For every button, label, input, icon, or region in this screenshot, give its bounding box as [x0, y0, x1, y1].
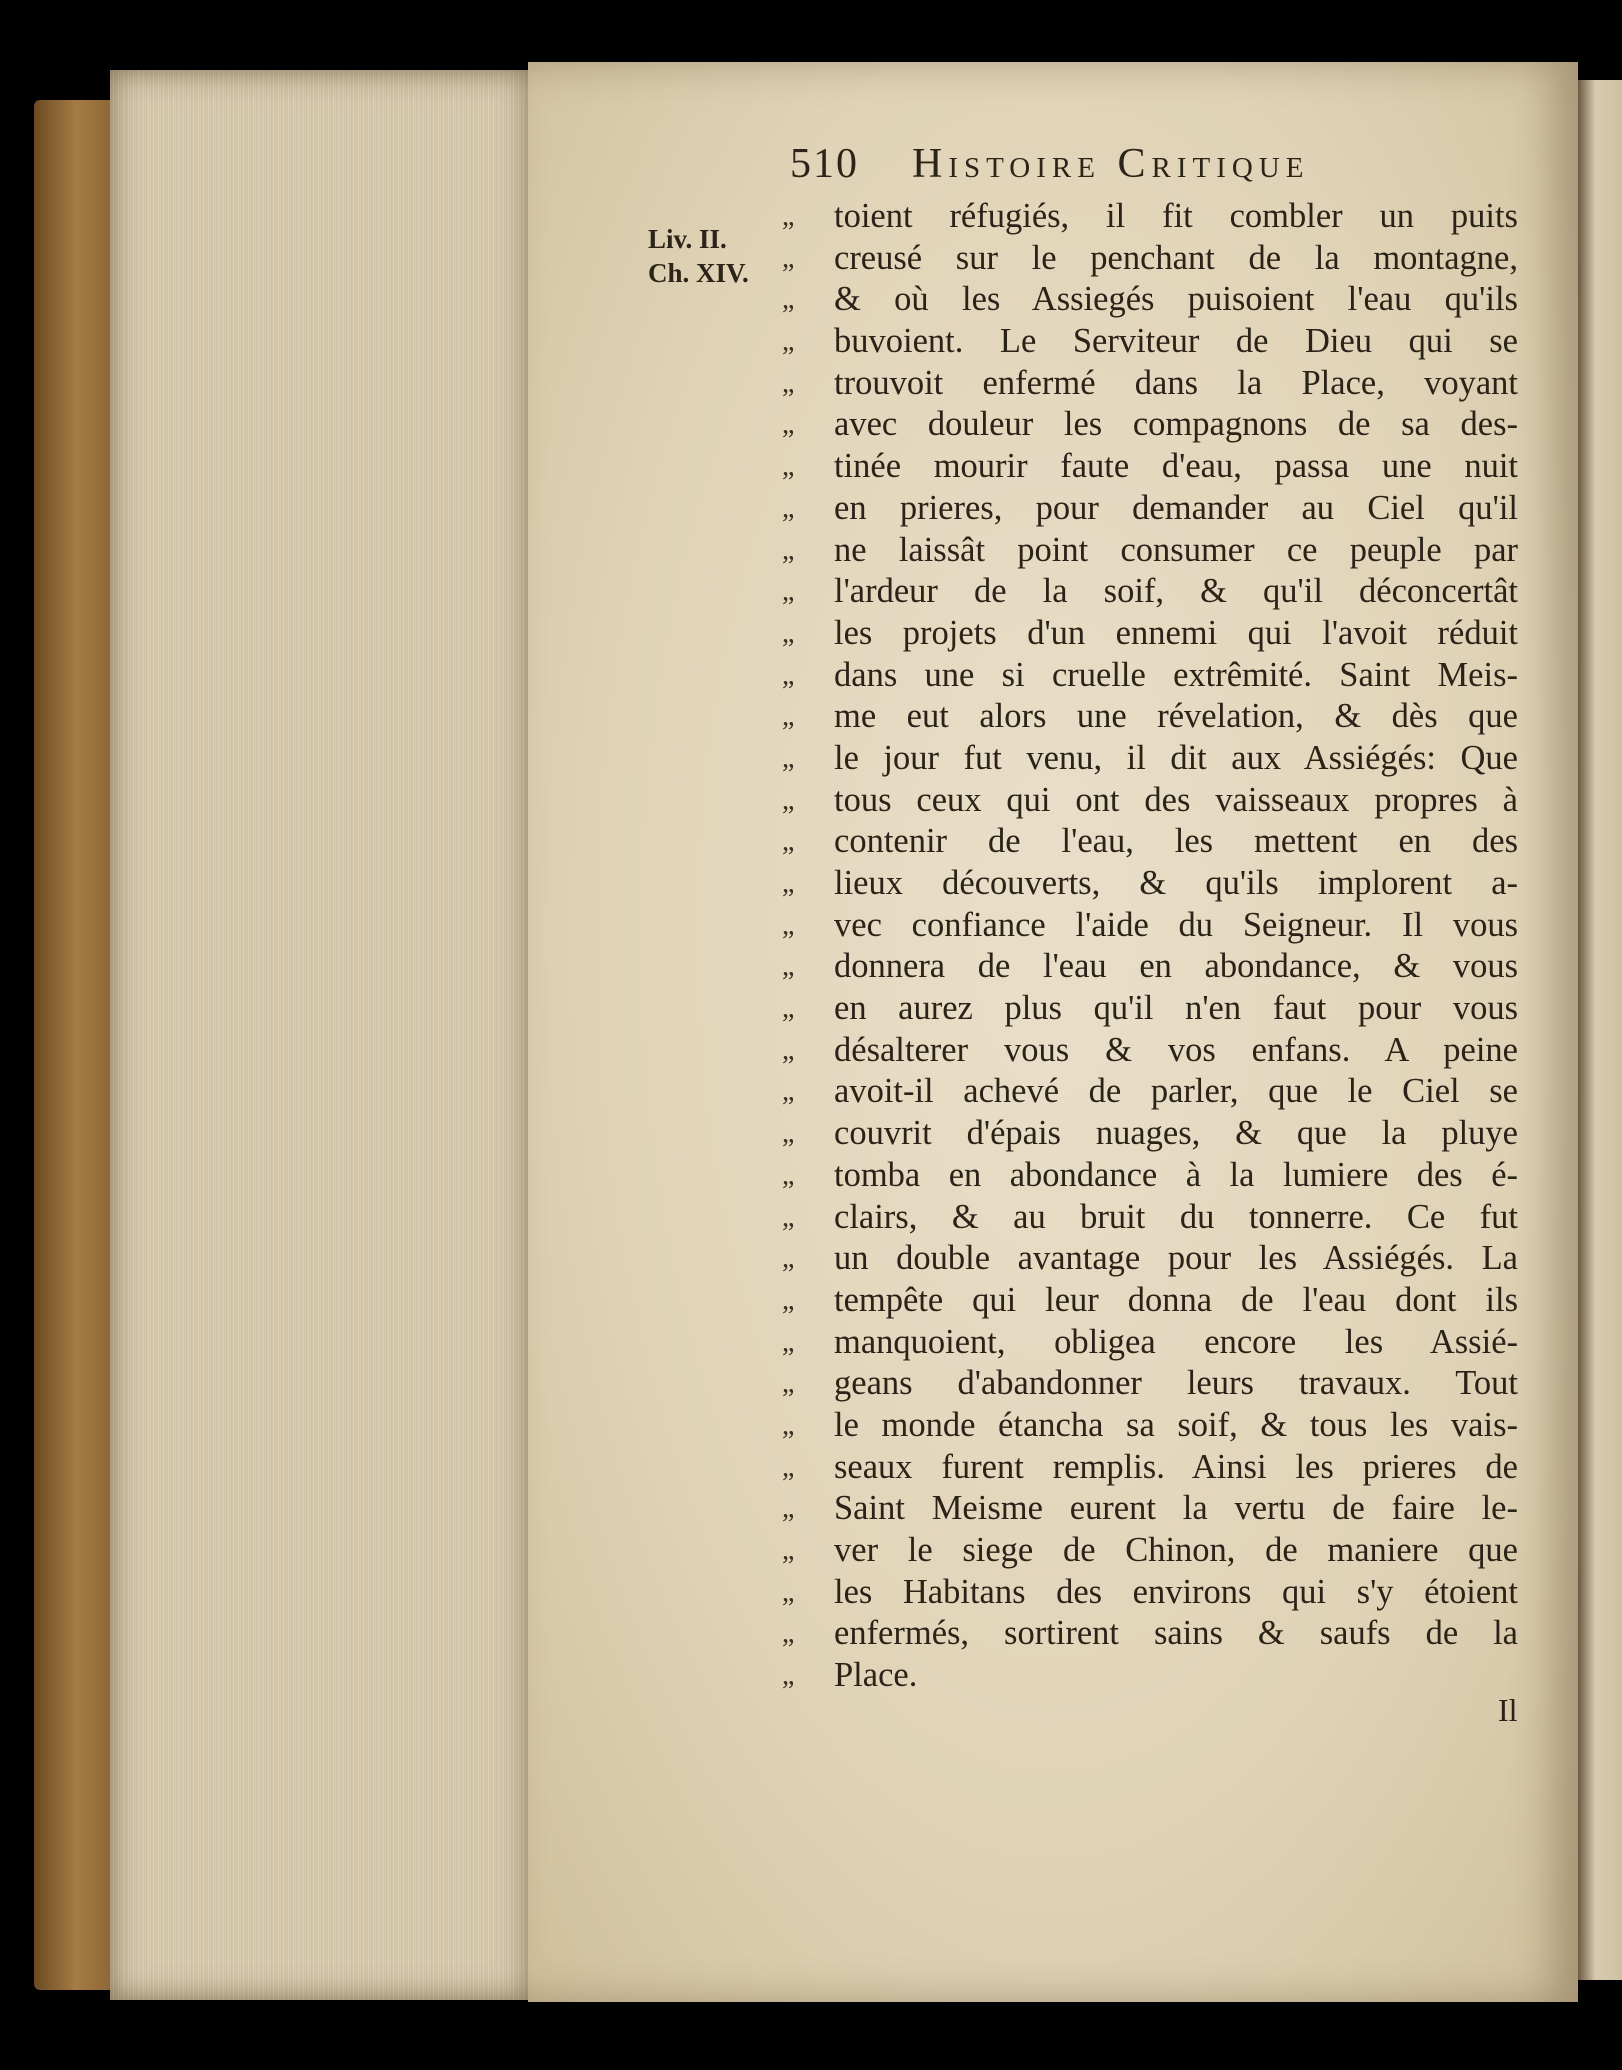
line-text: avec douleur les compagnons de sa des- [834, 405, 1518, 444]
line-text: contenir de l'eau, les mettent en des [834, 822, 1518, 861]
quote-mark: „ [782, 1660, 795, 1692]
text-line [782, 780, 1518, 822]
quote-mark: „ [782, 1576, 795, 1608]
line-text: trouvoit enfermé dans la Place, voyant [834, 363, 1518, 402]
line-text: les projets d'un ennemi qui l'avoit réduit [834, 613, 1518, 652]
quote-mark: „ [782, 492, 795, 524]
text-line [782, 905, 1518, 947]
text-line [782, 363, 1518, 405]
text-line [782, 1572, 1518, 1614]
line-text: clairs, & au bruit du tonnerre. Ce fut [834, 1197, 1518, 1236]
quote-mark: „ [782, 1451, 795, 1483]
quote-mark: „ [782, 284, 795, 316]
text-line [782, 1655, 1518, 1697]
text-line [782, 571, 1518, 613]
text-line [782, 696, 1518, 738]
line-text: manquoient, obligea encore les Assié- [834, 1322, 1518, 1361]
line-text: en prieres, pour demander au Ciel qu'il [834, 488, 1518, 527]
line-text: ne laissât point consumer ce peuple par [834, 530, 1518, 569]
line-text: Place. [834, 1656, 918, 1695]
quote-mark: „ [782, 659, 795, 691]
text-line [782, 738, 1518, 780]
text-line [782, 446, 1518, 488]
text-line [782, 655, 1518, 697]
text-line [782, 1613, 1518, 1655]
line-text: ver le siege de Chinon, de maniere que [834, 1531, 1518, 1569]
quote-mark: „ [782, 742, 795, 774]
text-line [782, 1030, 1518, 1072]
text-line [782, 988, 1518, 1030]
text-line [782, 404, 1518, 446]
line-text: le jour fut venu, il dit aux Assiégés: Que [834, 738, 1518, 777]
line-text: couvrit d'épais nuages, & que la pluye [834, 1114, 1518, 1153]
quote-mark: „ [782, 1493, 795, 1525]
text-line [782, 613, 1518, 655]
quote-mark: „ [782, 1034, 795, 1066]
line-text: Saint Meisme eurent la vertu de faire le- [834, 1489, 1518, 1528]
marginal-chapter: Ch. XIV. [648, 258, 749, 288]
text-line [782, 1405, 1518, 1447]
line-text: me eut alors une révelation, & dès que [834, 697, 1518, 736]
facing-page-edge [1578, 80, 1622, 1980]
line-text: & où les Assiegés puisoient l'eau qu'ils [834, 280, 1518, 319]
quote-mark: „ [782, 201, 795, 232]
quote-mark: „ [782, 1368, 795, 1400]
line-text: tinée mourir faute d'eau, passa une nuit [834, 447, 1518, 486]
quote-mark: „ [782, 1243, 795, 1275]
quote-mark: „ [782, 868, 795, 899]
line-text: désalterer vous & vos enfans. A peine [834, 1030, 1518, 1069]
line-text: tomba en abondance à la lumiere des é- [834, 1155, 1518, 1194]
line-text: donnera de l'eau en abondance, & vous [834, 947, 1518, 986]
quote-mark: „ [782, 1284, 795, 1316]
text-line [782, 863, 1518, 905]
quote-mark: „ [782, 701, 795, 733]
text-line [782, 1322, 1518, 1364]
text-line [782, 1113, 1518, 1155]
quote-mark: „ [782, 367, 795, 399]
line-text: lieux découverts, & qu'ils implorent a- [834, 864, 1518, 902]
quote-mark: „ [782, 326, 795, 358]
text-line [782, 238, 1518, 280]
line-text: l'ardeur de la soif, & qu'il déconcertât [834, 572, 1518, 611]
quote-mark: „ [782, 826, 795, 858]
line-text: seaux furent remplis. Ainsi les prieres de [834, 1447, 1518, 1486]
quote-mark: „ [782, 576, 795, 608]
line-text: enfermés, sortirent sains & saufs de la [834, 1614, 1518, 1653]
page-number: 510 [790, 141, 859, 187]
quote-mark: „ [782, 784, 795, 816]
line-text: un double avantage pour les Assiégés. La [834, 1239, 1518, 1278]
text-line [782, 1197, 1518, 1239]
quote-mark: „ [782, 1409, 795, 1441]
text-line [782, 530, 1518, 572]
quote-mark: „ [782, 242, 795, 274]
line-text: tempête qui leur donna de l'eau dont ils [834, 1280, 1518, 1319]
quote-mark: „ [782, 1159, 795, 1191]
running-title: Histoire Critique [912, 141, 1310, 187]
text-line [782, 1071, 1518, 1113]
line-text: avoit-il achevé de parler, que le Ciel se [834, 1072, 1518, 1111]
text-line [782, 279, 1518, 321]
text-line [782, 1363, 1518, 1405]
marginal-note [648, 222, 788, 290]
quote-mark: „ [782, 451, 795, 483]
line-text: tous ceux qui ont des vaisseaux propres à [834, 780, 1518, 819]
text-line [782, 946, 1518, 988]
line-text: buvoient. Le Serviteur de Dieu qui se [834, 322, 1518, 361]
page-header [790, 140, 1430, 190]
line-text: en aurez plus qu'il n'en faut pour vous [834, 989, 1518, 1028]
line-text: le monde étancha sa soif, & tous les vais- [834, 1405, 1518, 1444]
text-line [782, 196, 1518, 238]
text-line [782, 1155, 1518, 1197]
marginal-book: Liv. II. [648, 224, 727, 254]
quote-mark: „ [782, 1201, 795, 1233]
quote-mark: „ [782, 534, 795, 566]
quote-mark: „ [782, 1618, 795, 1650]
line-text: toient réfugiés, il fit combler un puits [834, 197, 1518, 235]
quote-mark: „ [782, 951, 795, 983]
line-text: geans d'abandonner leurs travaux. Tout [834, 1364, 1518, 1403]
quote-mark: „ [782, 993, 795, 1025]
text-line [782, 1530, 1518, 1572]
line-text: creusé sur le penchant de la montagne, [834, 238, 1518, 277]
text-line [782, 488, 1518, 530]
quote-mark: „ [782, 409, 795, 441]
quote-mark: „ [782, 617, 795, 649]
body-text [782, 196, 1518, 1697]
line-text: vec confiance l'aide du Seigneur. Il vous [834, 905, 1518, 944]
line-text: les Habitans des environs qui s'y étoient [834, 1572, 1518, 1611]
text-line [782, 1488, 1518, 1530]
quote-mark: „ [782, 909, 795, 941]
quote-mark: „ [782, 1076, 795, 1108]
text-line [782, 821, 1518, 863]
text-line [782, 1280, 1518, 1322]
page-edges [110, 70, 530, 2000]
quote-mark: „ [782, 1326, 795, 1358]
text-line [782, 321, 1518, 363]
text-line [782, 1238, 1518, 1280]
text-line [782, 1447, 1518, 1489]
catchword: Il [1498, 1692, 1518, 1728]
quote-mark: „ [782, 1535, 795, 1566]
line-text: dans une si cruelle extrêmité. Saint Meis- [834, 655, 1518, 694]
quote-mark: „ [782, 1118, 795, 1150]
